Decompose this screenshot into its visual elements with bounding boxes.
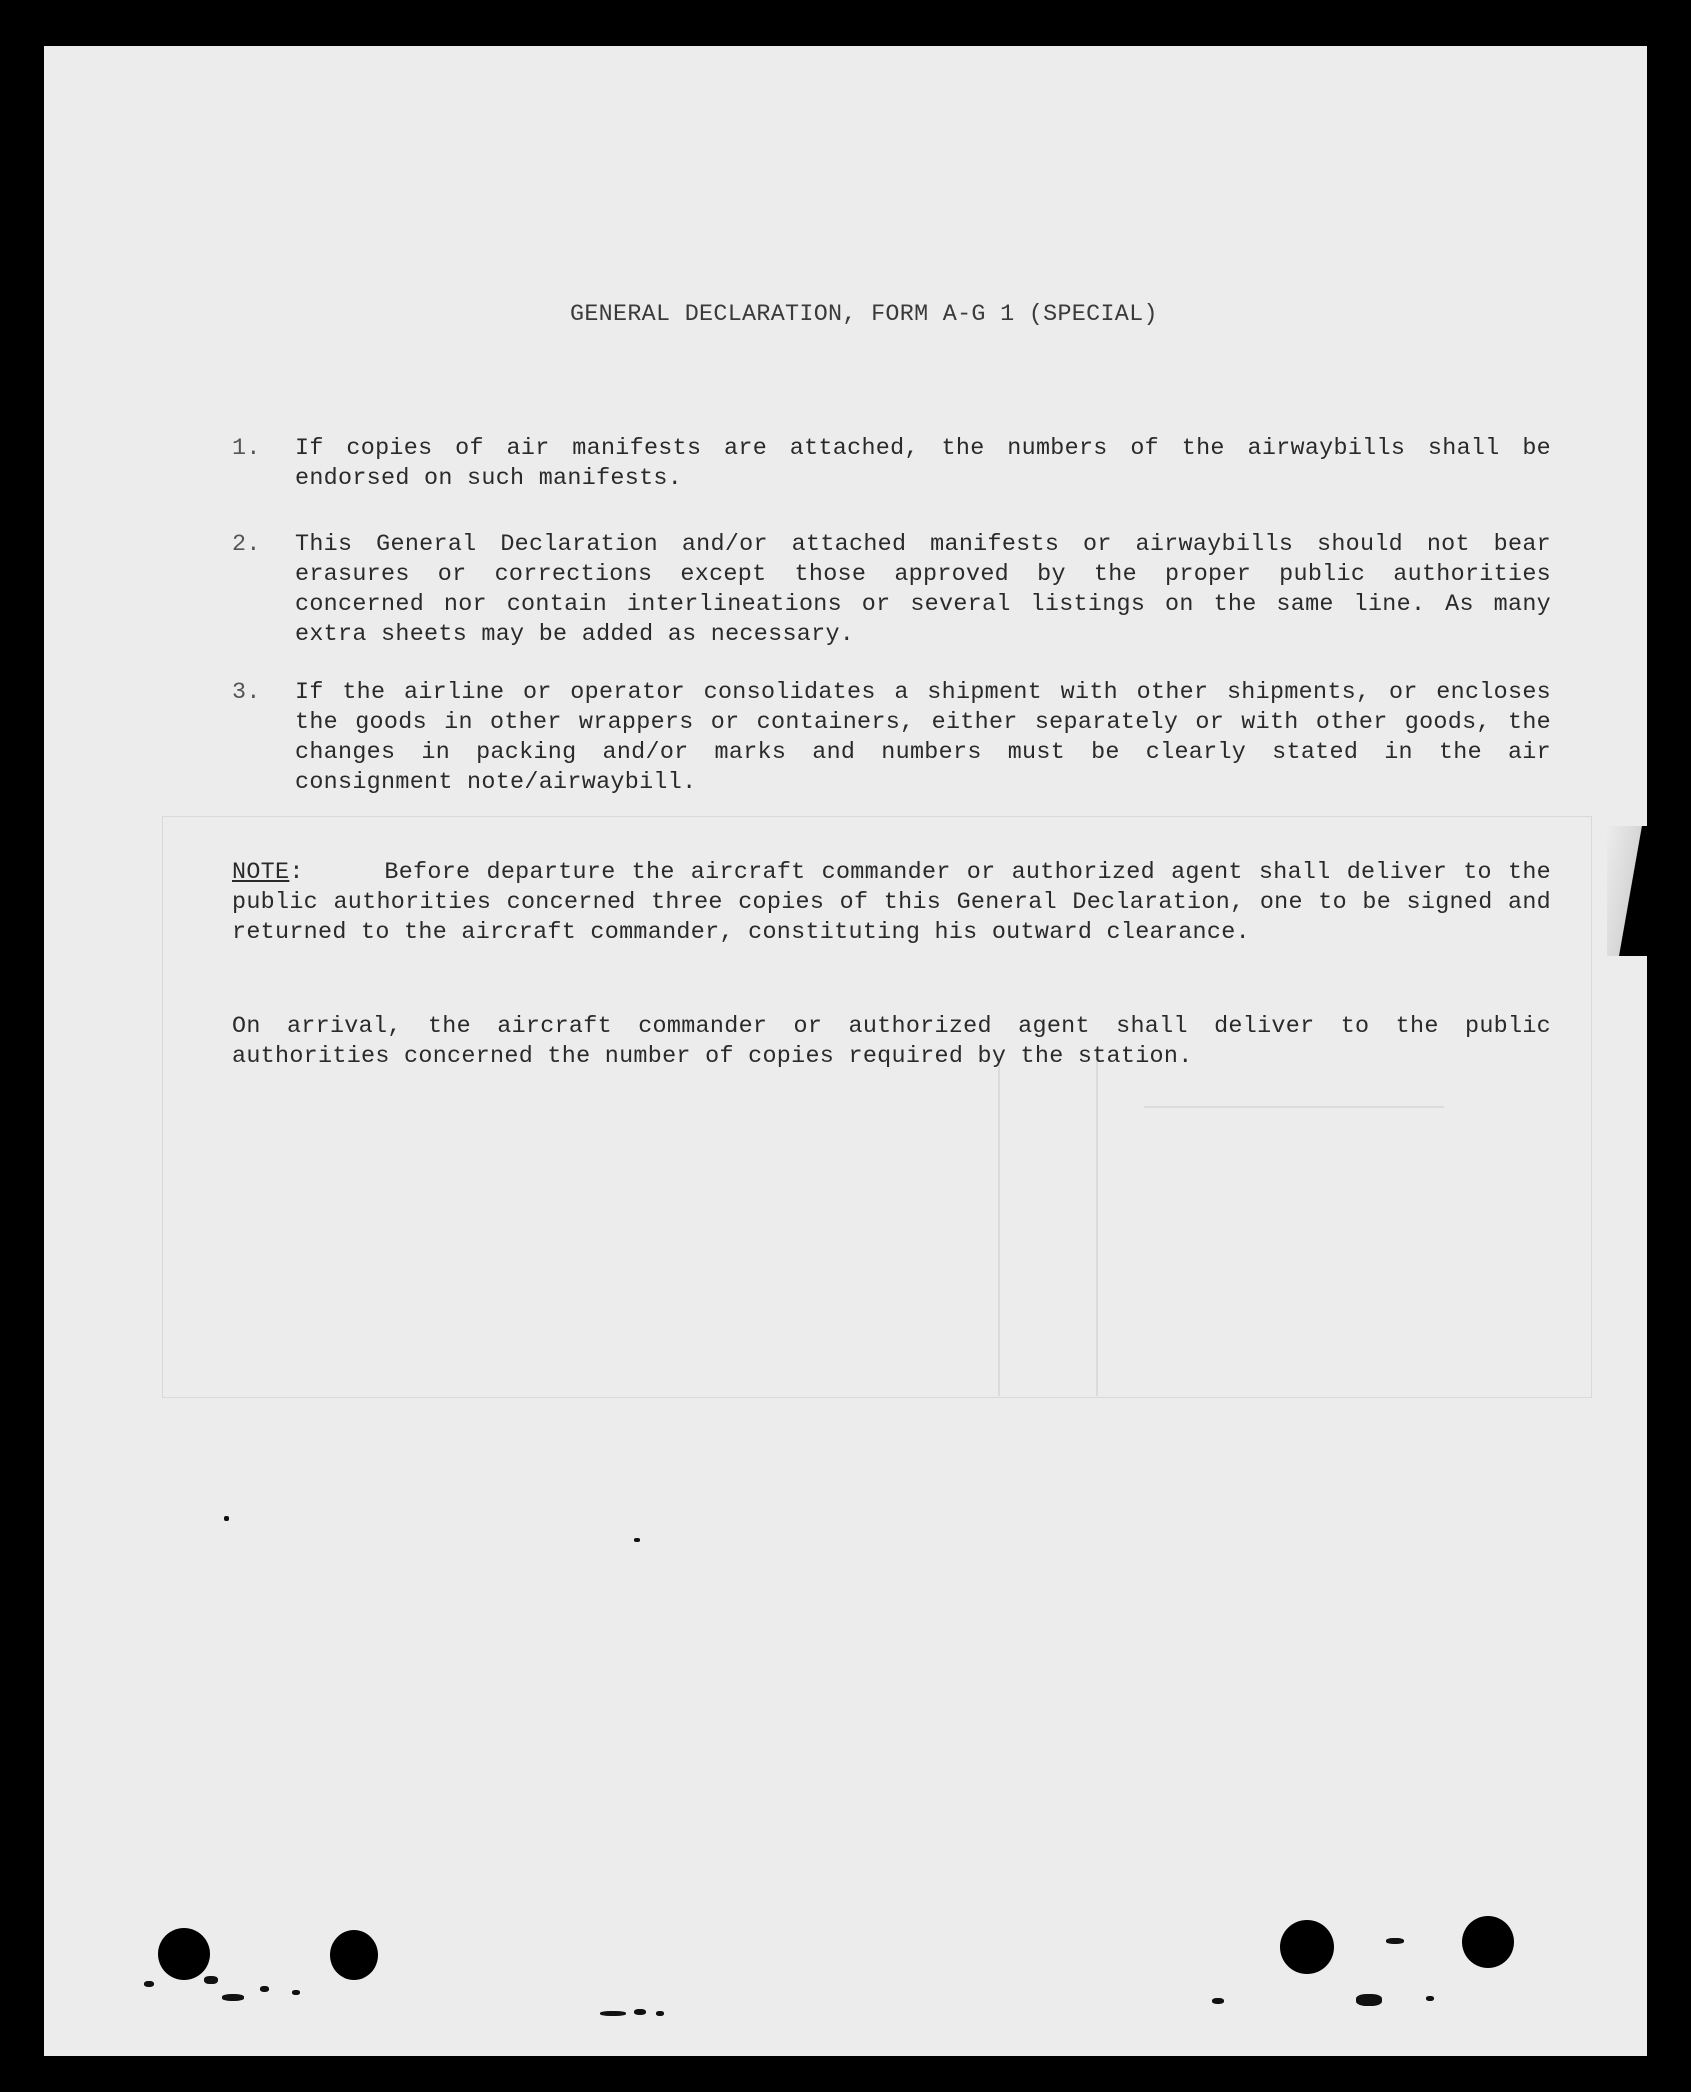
bleed-through-rule <box>1144 1106 1444 1108</box>
speck <box>1356 1994 1382 2006</box>
speck <box>656 2011 664 2016</box>
note-paragraph <box>232 858 1551 948</box>
speck <box>222 1994 244 2001</box>
speck <box>1386 1938 1404 1944</box>
item-number: 1. <box>232 436 261 462</box>
punch-hole <box>158 1928 210 1980</box>
speck <box>224 1516 229 1521</box>
item-number: 2. <box>232 532 261 558</box>
item-text: If the airline or operator consolidates a shipment with other shipments, or encloses the goods in other wrappers or containers, either separately or with other goods, the changes in packing and/or marks and numbers must be clearly stated in the air consignment note/airwaybill. <box>295 680 1551 796</box>
note-label: NOTE <box>232 860 290 886</box>
punch-hole <box>1462 1916 1514 1968</box>
punch-hole <box>1280 1920 1334 1974</box>
note-colon: : <box>289 860 304 886</box>
punch-hole <box>330 1930 378 1980</box>
arrival-paragraph: On arrival, the aircraft commander or authorized agent shall deliver to the public authorities concerned the number of copies required by the station. <box>232 1014 1551 1070</box>
speck <box>144 1981 154 1987</box>
speck <box>292 1990 300 1995</box>
folded-corner <box>1607 826 1647 956</box>
bleed-through-rule <box>998 1056 1000 1396</box>
speck <box>204 1976 218 1984</box>
speck <box>1426 1996 1434 2001</box>
item-number: 3. <box>232 680 261 706</box>
speck <box>260 1986 269 1992</box>
document-title: GENERAL DECLARATION, FORM A-G 1 (SPECIAL) <box>570 302 1158 328</box>
document-page <box>44 46 1647 2056</box>
speck <box>1212 1998 1224 2004</box>
item-text: If copies of air manifests are attached, the numbers of the airwaybills shall be endorsed on such manifests. <box>295 436 1551 492</box>
note-text: Before departure the aircraft commander or authorized agent shall deliver to the public authorities concerned three copies of this General Declaration, one to be signed and returned to the aircraft commander, constituting his outward clearance. <box>232 860 1552 946</box>
bleed-through-rule <box>1096 1046 1098 1396</box>
speck <box>600 2011 626 2016</box>
item-text: This General Declaration and/or attached manifests or airwaybills should not bear erasures or corrections except those approved by the proper public authorities concerned nor contain interlineations or several listings on the same line. As many extra sheets may be added as necessary. <box>295 532 1551 648</box>
speck <box>634 2009 646 2015</box>
speck <box>634 1538 640 1542</box>
